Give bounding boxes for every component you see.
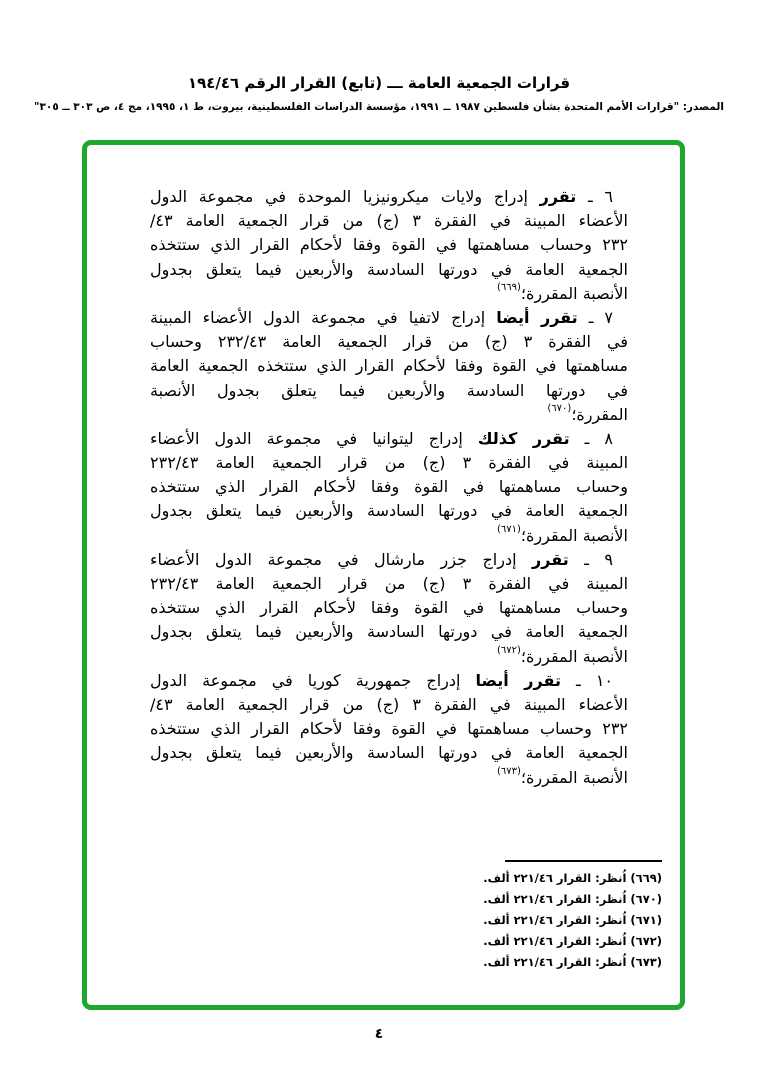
paragraph-line [150, 185, 628, 209]
footnote-text: اُنظر: القرار ٢٢١/٤٦ ألف. [483, 934, 631, 948]
paragraph-line: الأعضاء المبينة في الفقرة ٣ (ج) من قرار الجمعية العامة ٤٣/ [150, 694, 628, 714]
paragraph-line: الجمعية العامة في دورتها السادسة والأربعين فيما يتعلق بجدول [150, 622, 628, 642]
resolution-paragraph [150, 185, 628, 306]
footnote-item [432, 931, 662, 952]
paragraph-line [150, 427, 628, 451]
resolution-paragraph [150, 548, 628, 669]
paragraph-text: الأنصبة المقررة؛ [520, 283, 628, 303]
footnote-ref: (٦٧٠) [630, 892, 662, 906]
footnote-ref: (٦٦٩) [630, 871, 662, 885]
footnote-ref: (٦٧٣) [630, 955, 662, 969]
footnote-item [432, 952, 662, 973]
footnotes [432, 860, 662, 973]
footnote-item [432, 889, 662, 910]
paragraph-text: إدراج ليتوانيا في مجموعة الدول الأعضاء [150, 428, 478, 448]
footnote-ref-marker: (٦٧١) [496, 524, 521, 536]
paragraph-text: الأنصبة المقررة؛ [520, 767, 628, 787]
paragraph-line: الأعضاء المبينة في الفقرة ٣ (ج) من قرار الجمعية العامة ٤٣/ [150, 211, 628, 231]
paragraph-line: وحساب مساهمتها في القوة وفقا لأحكام القرار الذي ستتخذه [150, 477, 628, 497]
paragraph-line: في دورتها السادسة والأربعين فيما يتعلق بجدول الأنصبة [150, 380, 628, 400]
paragraph-number: ٧ ـ [577, 307, 614, 327]
page-title: قرارات الجمعية العامة ـــ (تابع) القرار الرقم ١٩٤/٤٦ [187, 74, 571, 92]
footnote-ref-marker: (٦٧٢) [496, 645, 521, 657]
paragraph-number: ٩ ـ [568, 549, 614, 569]
source-line: المصدر: "قرارات الأمم المتحدة بشأن فلسطين ١٩٨٧ ــ ١٩٩١، مؤسسة الدراسات الفلسطينية، بيروت، ط ١، ١٩٩٥، مج ٤، ص ٣٠٣ ــ ٣٠٥" [34, 101, 724, 113]
paragraph-line: الجمعية العامة في دورتها السادسة والأربعين فيما يتعلق بجدول [150, 743, 628, 763]
paragraph-text: إدراج ولايات ميكرونيزيا الموحدة في مجموعة الدول [150, 187, 540, 206]
footnote-text: اُنظر: القرار ٢٢١/٤٦ ألف. [483, 871, 631, 885]
paragraph-line [150, 306, 628, 330]
paragraph-text: الأنصبة المقررة؛ [520, 525, 628, 545]
footnote-text: اُنظر: القرار ٢٢١/٤٦ ألف. [483, 892, 631, 906]
paragraph-line [150, 669, 628, 693]
resolution-paragraph [150, 427, 628, 548]
paragraph-text: إدراج لاتفيا في مجموعة الدول الأعضاء المبينة [150, 307, 497, 327]
footnote-separator [505, 860, 662, 862]
paragraph-line: المبينة في الفقرة ٣ (ج) من قرار الجمعية العامة ٢٣٢/٤٣ [150, 574, 628, 593]
footnote-text: اُنظر: القرار ٢٢١/٤٦ ألف. [483, 955, 631, 969]
paragraph-line: في الفقرة ٣ (ج) من قرار الجمعية العامة ٢٣٢/٤٣ وحساب [150, 332, 628, 352]
paragraph-line: مساهمتها في القوة وفقا لأحكام القرار الذي ستتخذه الجمعية العامة [150, 356, 628, 376]
decision-verb: تقرر كذلك [477, 428, 570, 448]
paragraph-line: ٢٣٢ وحساب مساهمتها في القوة وفقا لأحكام القرار الذي ستتخذه [150, 235, 628, 255]
paragraph-text: إدراج جزر مارشال في مجموعة الدول الأعضاء [150, 549, 533, 569]
footnote-ref-marker: (٦٧٣) [496, 766, 521, 778]
paragraph-line [150, 282, 628, 306]
paragraph-line [150, 524, 628, 548]
paragraph-line [150, 548, 628, 572]
footnote-ref-marker: (٦٦٩) [496, 282, 521, 294]
paragraph-line [150, 645, 628, 669]
paragraph-line: الجمعية العامة في دورتها السادسة والأربعين فيما يتعلق بجدول [150, 501, 628, 521]
decision-verb: تقرر أيضا [496, 307, 578, 327]
paragraph-line [150, 766, 628, 790]
page-number: ٤ [374, 1026, 384, 1042]
resolution-paragraph [150, 306, 628, 427]
footnote-ref: (٦٧٢) [630, 934, 662, 948]
decision-verb: تقرر أيضا [475, 670, 561, 690]
paragraph-number: ٨ ـ [569, 428, 613, 448]
footnote-item [432, 868, 662, 889]
paragraph-line [150, 403, 628, 427]
footnote-text: اُنظر: القرار ٢٢١/٤٦ ألف. [483, 913, 631, 927]
footnote-item [432, 910, 662, 931]
decision-verb: تقرر [539, 187, 577, 206]
paragraph-line: المبينة في الفقرة ٣ (ج) من قرار الجمعية العامة ٢٣٢/٤٣ [150, 453, 628, 473]
paragraph-text: إدراج جمهورية كوريا في مجموعة الدول [150, 670, 476, 690]
document-frame [82, 140, 685, 1010]
paragraph-line: الجمعية العامة في دورتها السادسة والأربعين فيما يتعلق بجدول [150, 259, 628, 279]
paragraph-text: المقررة؛ [571, 404, 628, 424]
footnote-ref: (٦٧١) [630, 913, 662, 927]
paragraph-text: الأنصبة المقررة؛ [520, 646, 628, 666]
paragraph-line: وحساب مساهمتها في القوة وفقا لأحكام القرار الذي ستتخذه [150, 598, 628, 618]
paragraph-number: ٦ ـ [576, 187, 613, 206]
resolution-text [150, 185, 628, 790]
decision-verb: تقرر [532, 549, 569, 569]
paragraph-line: ٢٣٢ وحساب مساهمتها في القوة وفقا لأحكام القرار الذي ستتخذه [150, 719, 628, 739]
resolution-paragraph [150, 669, 628, 790]
paragraph-number: ١٠ ـ [561, 670, 613, 690]
footnote-ref-marker: (٦٧٠) [547, 403, 572, 415]
